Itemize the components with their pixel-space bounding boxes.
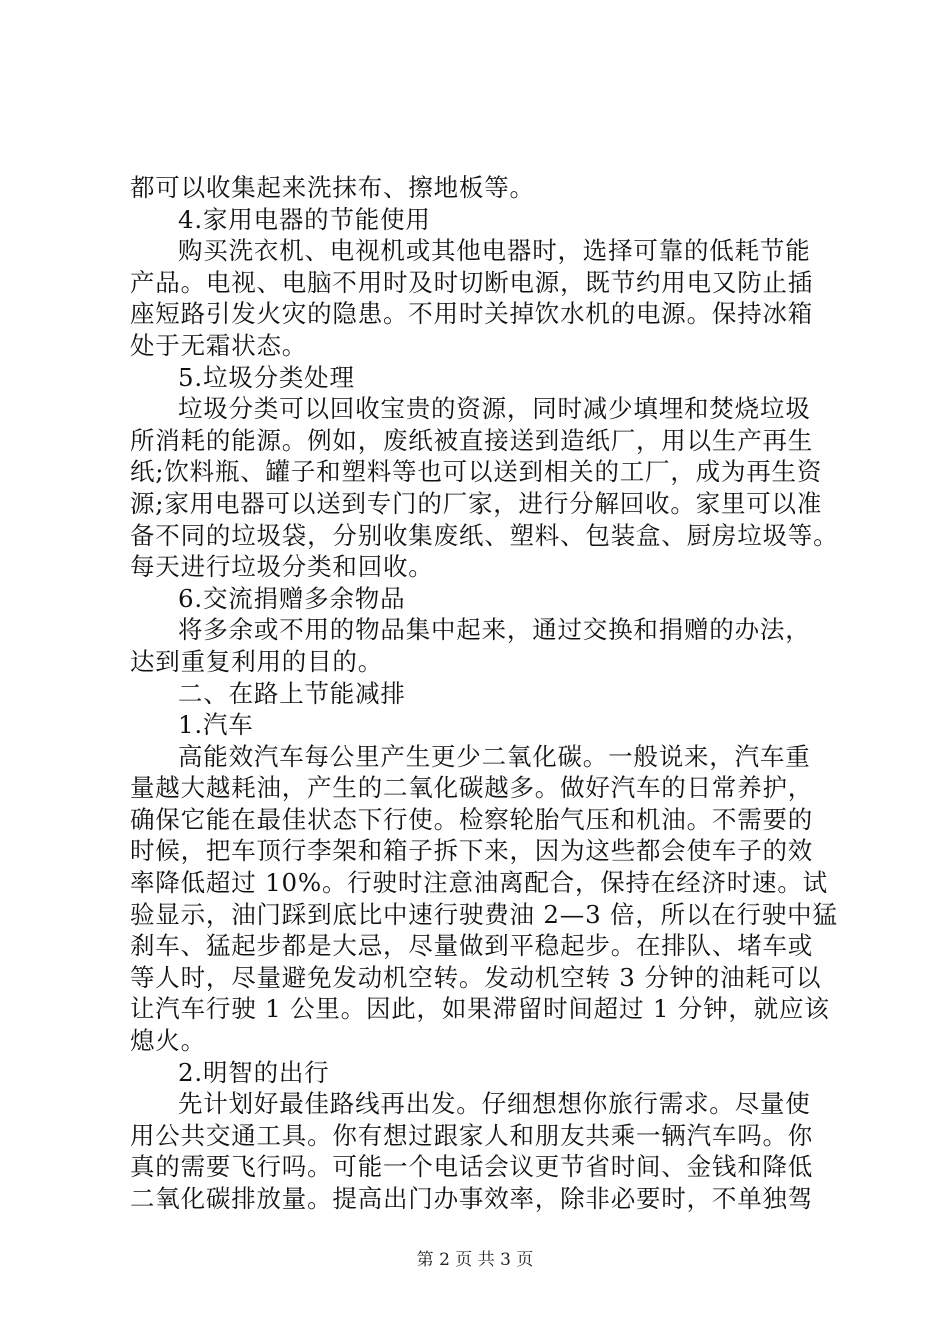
text-line: 产品。电视、电脑不用时及时切断电源，既节约用电又防止插 [130,267,814,297]
text-line: 验显示，油门踩到底比中速行驶费油 2—3 倍，所以在行驶中猛 [130,899,838,929]
text-line: 源;家用电器可以送到专门的厂家，进行分解回收。家里可以准 [130,488,823,518]
text-line: 量越大越耗油，产生的二氧化碳越多。做好汽车的日常养护， [130,773,814,803]
chapter-heading: 二、在路上节能减排 [178,678,406,708]
page-footer: 第 2 页 共 3 页 [416,1250,534,1270]
text-line: 熄火。 [130,1026,206,1056]
text-line: 率降低超过 10%。行驶时注意油离配合，保持在经济时速。试 [130,868,828,898]
text-line: 纸;饮料瓶、罐子和塑料等也可以送到相关的工厂，成为再生资 [130,457,823,487]
text-line: 让汽车行驶 1 公里。因此，如果滞留时间超过 1 分钟，就应该 [130,994,830,1024]
text-line: 真的需要飞行吗。可能一个电话会议更节省时间、金钱和降低 [130,1152,814,1182]
text-line: 确保它能在最佳状态下行使。检察轮胎气压和机油。不需要的 [130,804,814,834]
text-line: 处于无霜状态。 [130,330,308,360]
section-heading: 2.明智的出行 [178,1057,330,1087]
section-heading: 6.交流捐赠多余物品 [178,583,406,613]
text-line: 备不同的垃圾袋，分别收集废纸、塑料、包装盒、厨房垃圾等。 [130,520,839,550]
text-line: 等人时，尽量避免发动机空转。发动机空转 3 分钟的油耗可以 [130,962,822,992]
text-line: 垃圾分类可以回收宝贵的资源，同时减少填埋和焚烧垃圾 [178,394,811,424]
text-line: 用公共交通工具。你有想过跟家人和朋友共乘一辆汽车吗。你 [130,1120,814,1150]
text-line: 二氧化碳排放量。提高出门办事效率，除非必要时，不单独驾 [130,1184,814,1213]
text-line: 将多余或不用的物品集中起来，通过交换和捐赠的办法， [178,615,811,645]
text-line: 所消耗的能源。例如，废纸被直接送到造纸厂，用以生产再生 [130,425,814,455]
text-line: 达到重复利用的目的。 [130,646,383,676]
text-line: 每天进行垃圾分类和回收。 [130,552,434,582]
section-heading: 4.家用电器的节能使用 [178,204,431,234]
text-line: 座短路引发火灾的隐患。不用时关掉饮水机的电源。保持冰箱 [130,299,814,329]
text-line: 刹车、猛起步都是大忌，尽量做到平稳起步。在排队、堵车或 [130,931,814,961]
text-line: 都可以收集起来洗抹布、擦地板等。 [130,173,535,202]
section-heading: 1.汽车 [178,710,254,740]
text-line: 先计划好最佳路线再出发。仔细想想你旅行需求。尽量使 [178,1089,811,1119]
text-line: 高能效汽车每公里产生更少二氧化碳。一般说来，汽车重 [178,741,811,771]
section-heading: 5.垃圾分类处理 [178,362,355,392]
text-line: 时候，把车顶行李架和箱子拆下来，因为这些都会使车子的效 [130,836,814,866]
body-text [130,172,850,1215]
text-line: 购买洗衣机、电视机或其他电器时，选择可靠的低耗节能 [178,236,811,266]
